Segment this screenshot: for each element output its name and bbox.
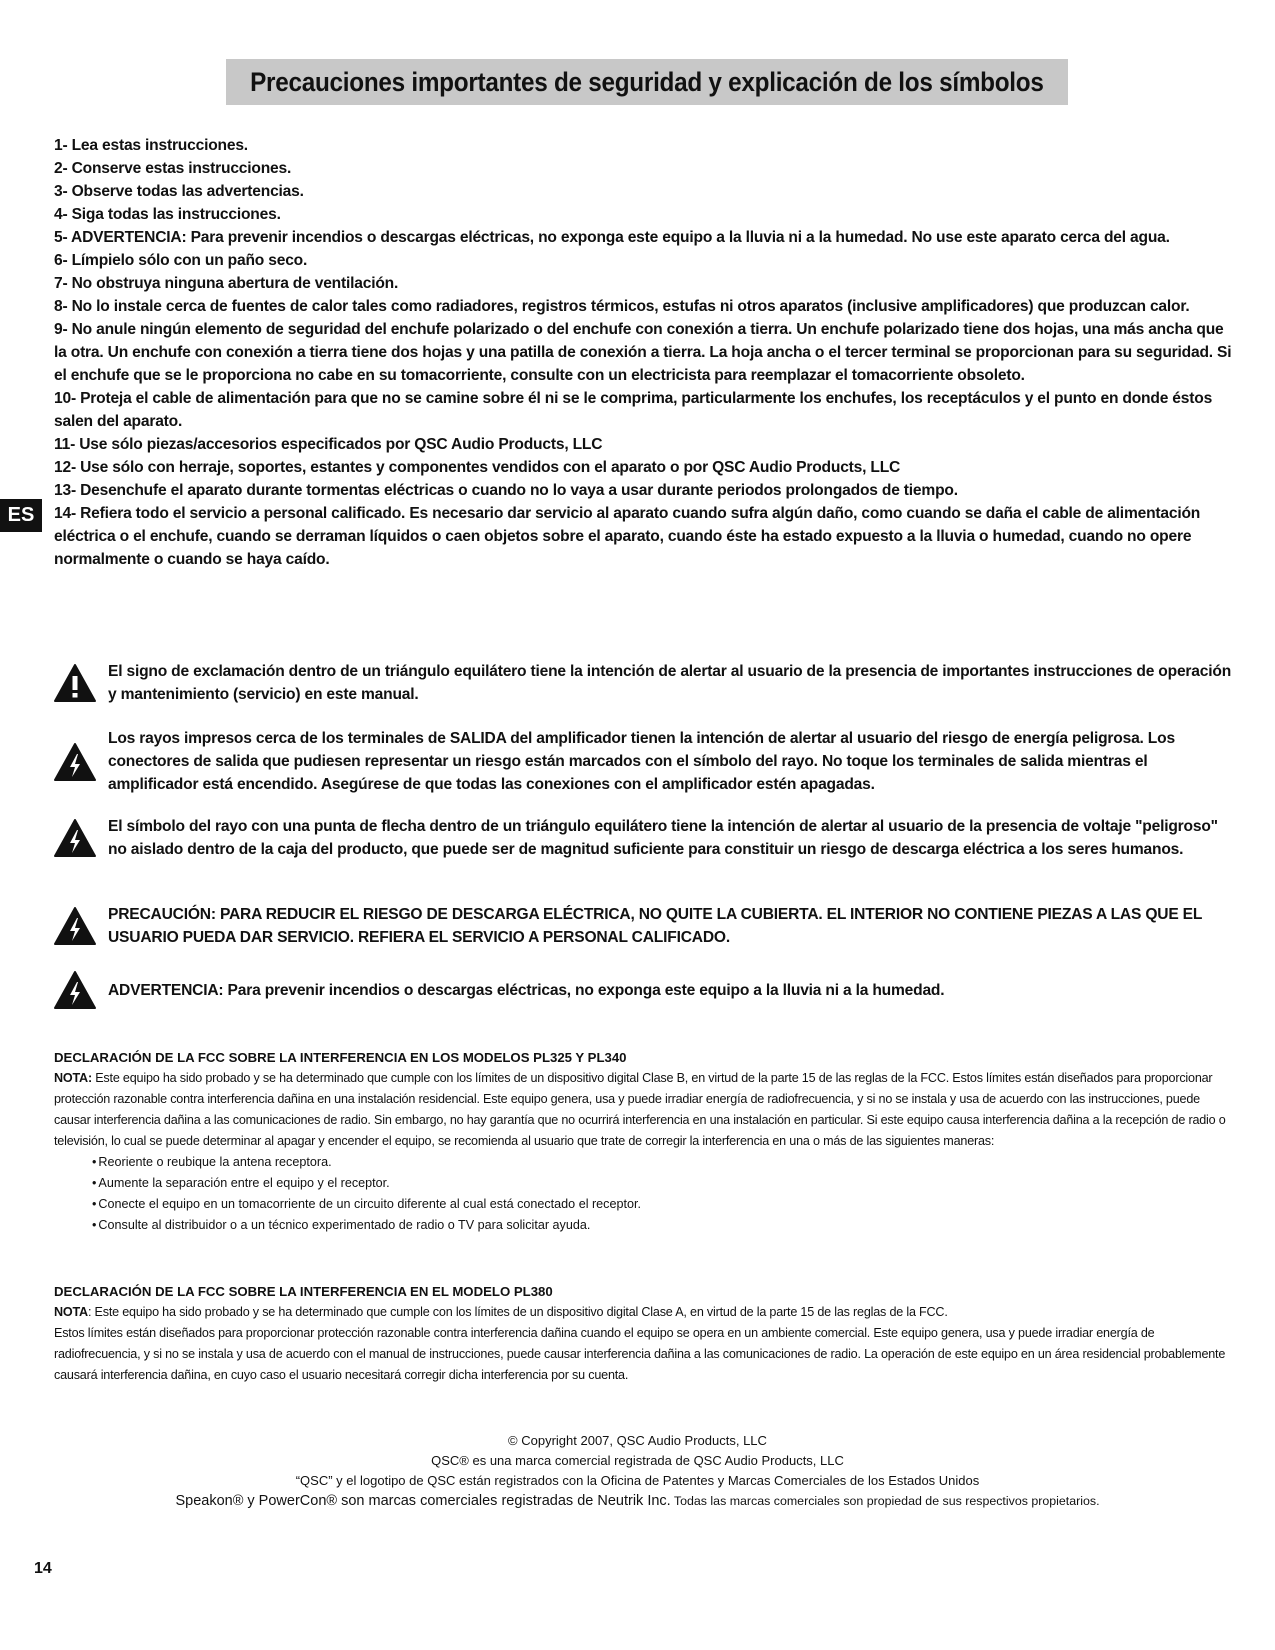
- instruction-item: 10- Proteja el cable de alimentación para que no se camine sobre él ni se le comprima, particularmente los enchufes, los receptáculos y el punto en donde éstos salen del aparato.: [54, 390, 1213, 430]
- instruction-item: 11- Use sólo piezas/accesorios especificados por QSC Audio Products, LLC: [54, 436, 603, 453]
- lightning-triangle-icon: [50, 906, 100, 946]
- symbol-description: Los rayos impresos cerca de los terminales de SALIDA del amplificador tienen la intención de alertar al usuario del riesgo de energía peligrosa. Los conectores de salida que pudiesen representar un riesgo están marcados con el símbolo del rayo. No toque los terminales de salida mientras el amplificador está encendido. Asegúrese de que todas las conexiones con el amplificador estén apagadas.: [108, 730, 1175, 793]
- fcc-body: Estos límites están diseñados para proporcionar protección razonable contra interferencia dañina cuando el equipo se opera en un ambiente comercial. Este equipo genera, usa y puede irradiar energía de radiofrecuencia, y si no se instala y usa de acuerdo con el manual de instrucciones, puede causar interferencia dañina a las comunicaciones de radio. La operación de este equipo en un área residencial probablemente causará interferencia dañina, en cuyo caso el usuario necesitará corregir dicha interferencia por su cuenta.: [54, 1326, 1226, 1382]
- lightning-triangle-icon: [50, 742, 100, 782]
- symbol-description: PRECAUCIÓN: PARA REDUCIR EL RIESGO DE DESCARGA ELÉCTRICA, NO QUITE LA CUBIERTA. EL INTERIOR NO CONTIENE PIEZAS A LAS QUE EL USUARIO PUEDA DAR SERVICIO. REFIERA EL SERVICIO A PERSONAL CALIFICADO.: [108, 906, 1202, 946]
- instruction-item: 14- Refiera todo el servicio a personal calificado. Es necesario dar servicio al aparato cuando sufra algún daño, como cuando se daña el cable de alimentación eléctrica o el enchufe, cuando se derraman líquidos o caen objetos sobre el aparato, cuando éste ha estado expuesto a la lluvia o humedad, cuando no opere normalmente o cuando se haya caído.: [54, 505, 1201, 568]
- fcc-note: [54, 1302, 1234, 1323]
- list-item: • Reoriente o reubique la antena receptora.: [92, 1152, 1234, 1173]
- symbol-row-exclamation: [50, 660, 1236, 706]
- fcc-section-pl380: [54, 1281, 1234, 1386]
- trademark-small: Todas las marcas comerciales son propiedad de sus respectivos propietarios.: [670, 1494, 1100, 1508]
- fcc-section-pl325-pl340: [54, 1047, 1234, 1236]
- instructions-list: [54, 134, 1234, 571]
- instruction-item: 12- Use sólo con herraje, soportes, estantes y componentes vendidos con el aparato o por QSC Audio Products, LLC: [54, 459, 901, 476]
- page-number: 14: [34, 1560, 52, 1577]
- instruction-item: 8- No lo instale cerca de fuentes de calor tales como radiadores, registros térmicos, estufas ni otros aparatos (inclusive amplificadores) que produzcan calor.: [54, 298, 1190, 315]
- symbol-description: El símbolo del rayo con una punta de flecha dentro de un triángulo equilátero tiene la intención de alertar al usuario de la presencia de voltaje "peligroso" no aislado dentro de la caja del producto, que puede ser de magnitud suficiente para constituir un riesgo de descarga eléctrica a los seres humanos.: [108, 818, 1218, 858]
- note-label: NOTA:: [54, 1071, 92, 1085]
- instruction-item: 7- No obstruya ninguna abertura de ventilación.: [54, 275, 399, 292]
- note-text: : Este equipo ha sido probado y se ha determinado que cumple con los límites de un dispositivo digital Clase A, en virtud de la parte 15 de las reglas de la FCC.: [87, 1305, 948, 1319]
- instruction-item: 13- Desenchufe el aparato durante tormentas eléctricas o cuando no lo vaya a usar durante periodos prolongados de tiempo.: [54, 482, 958, 499]
- fcc-bullet-list: [54, 1152, 1234, 1236]
- symbol-row-caution: [50, 903, 1236, 949]
- lightning-triangle-icon: [50, 818, 100, 858]
- list-item: • Consulte al distribuidor o a un técnico experimentado de radio o TV para solicitar ayuda.: [92, 1215, 1234, 1236]
- symbol-row-lightning-outputs: [50, 727, 1236, 796]
- fcc-note: [54, 1068, 1234, 1152]
- exclamation-triangle-icon: [50, 663, 100, 703]
- page-title: Precauciones importantes de seguridad y explicación de los símbolos: [250, 66, 1044, 97]
- language-tab: ES: [0, 499, 42, 532]
- instruction-item: 3- Observe todas las advertencias.: [54, 183, 304, 200]
- symbol-row-lightning-voltage: [50, 815, 1236, 861]
- trademark-line: [0, 1491, 1275, 1511]
- symbol-description: El signo de exclamación dentro de un triángulo equilátero tiene la intención de alertar al usuario de la presencia de importantes instrucciones de operación y mantenimiento (servicio) en este manual.: [108, 663, 1232, 703]
- note-label: NOTA: [54, 1305, 88, 1319]
- fcc-heading: DECLARACIÓN DE LA FCC SOBRE LA INTERFERENCIA EN EL MODELO PL380: [54, 1284, 553, 1299]
- instruction-item: 4- Siga todas las instrucciones.: [54, 206, 281, 223]
- footer: [0, 1431, 1275, 1511]
- list-item: • Aumente la separación entre el equipo y el receptor.: [92, 1173, 1234, 1194]
- copyright-line: © Copyright 2007, QSC Audio Products, LLC: [508, 1433, 767, 1448]
- symbol-description: ADVERTENCIA: Para prevenir incendios o descargas eléctricas, no exponga este equipo a la lluvia ni a la humedad.: [108, 981, 945, 999]
- instruction-item: 6- Límpielo sólo con un paño seco.: [54, 252, 308, 269]
- instruction-item: 5- ADVERTENCIA: Para prevenir incendios o descargas eléctricas, no exponga este equipo a la lluvia ni a la humedad. No use este aparato cerca del agua.: [54, 229, 1170, 246]
- instruction-item: 1- Lea estas instrucciones.: [54, 137, 248, 154]
- instruction-item: 9- No anule ningún elemento de seguridad del enchufe polarizado o del enchufe con conexión a tierra. Un enchufe polarizado tiene dos hojas, una más ancha que la otra. Un enchufe con conexión a tierra tiene dos hojas y una patilla de conexión a tierra. La hoja ancha o el tercer terminal se proporcionan para su seguridad. Si el enchufe que se le proporciona no cabe en su tomacorriente, consulte con un electricista para reemplazar el tomacorriente obsoleto.: [54, 321, 1232, 384]
- trademark-main: Speakon® y PowerCon® son marcas comerciales registradas de Neutrik Inc.: [175, 1493, 671, 1509]
- lightning-triangle-icon: [50, 970, 100, 1010]
- title-bar: [226, 59, 1068, 105]
- list-item: • Conecte el equipo en un tomacorriente de un circuito diferente al cual está conectado el receptor.: [92, 1194, 1234, 1215]
- instruction-item: 2- Conserve estas instrucciones.: [54, 160, 292, 177]
- note-text: Este equipo ha sido probado y se ha determinado que cumple con los límites de un dispositivo digital Clase B, en virtud de la parte 15 de las reglas de la FCC. Estos límites están diseñados para proporcionar protección razonable contra interferencia dañina en una instalación residencial. Este equipo genera, usa y puede irradiar energía de radiofrecuencia, y si no se instala y usa de acuerdo con las instrucciones, puede causar interferencia dañina a las comunicaciones de radio. Sin embargo, no hay garantía que no ocurrirá interferencia en una instalación en particular. Si este equipo causa interferencia dañina a la recepción de radio o televisión, lo cual se puede determinar al apagar y encender el equipo, se recomienda al usuario que trate de corregir la interferencia en una o más de las siguientes maneras:: [54, 1071, 1226, 1148]
- trademark-line: QSC® es una marca comercial registrada de QSC Audio Products, LLC: [431, 1453, 844, 1468]
- symbol-row-warning: [50, 970, 1236, 1010]
- fcc-heading: DECLARACIÓN DE LA FCC SOBRE LA INTERFERENCIA EN LOS MODELOS PL325 Y PL340: [54, 1050, 627, 1065]
- trademark-line: “QSC” y el logotipo de QSC están registrados con la Oficina de Patentes y Marcas Comerciales de los Estados Unidos: [295, 1473, 980, 1488]
